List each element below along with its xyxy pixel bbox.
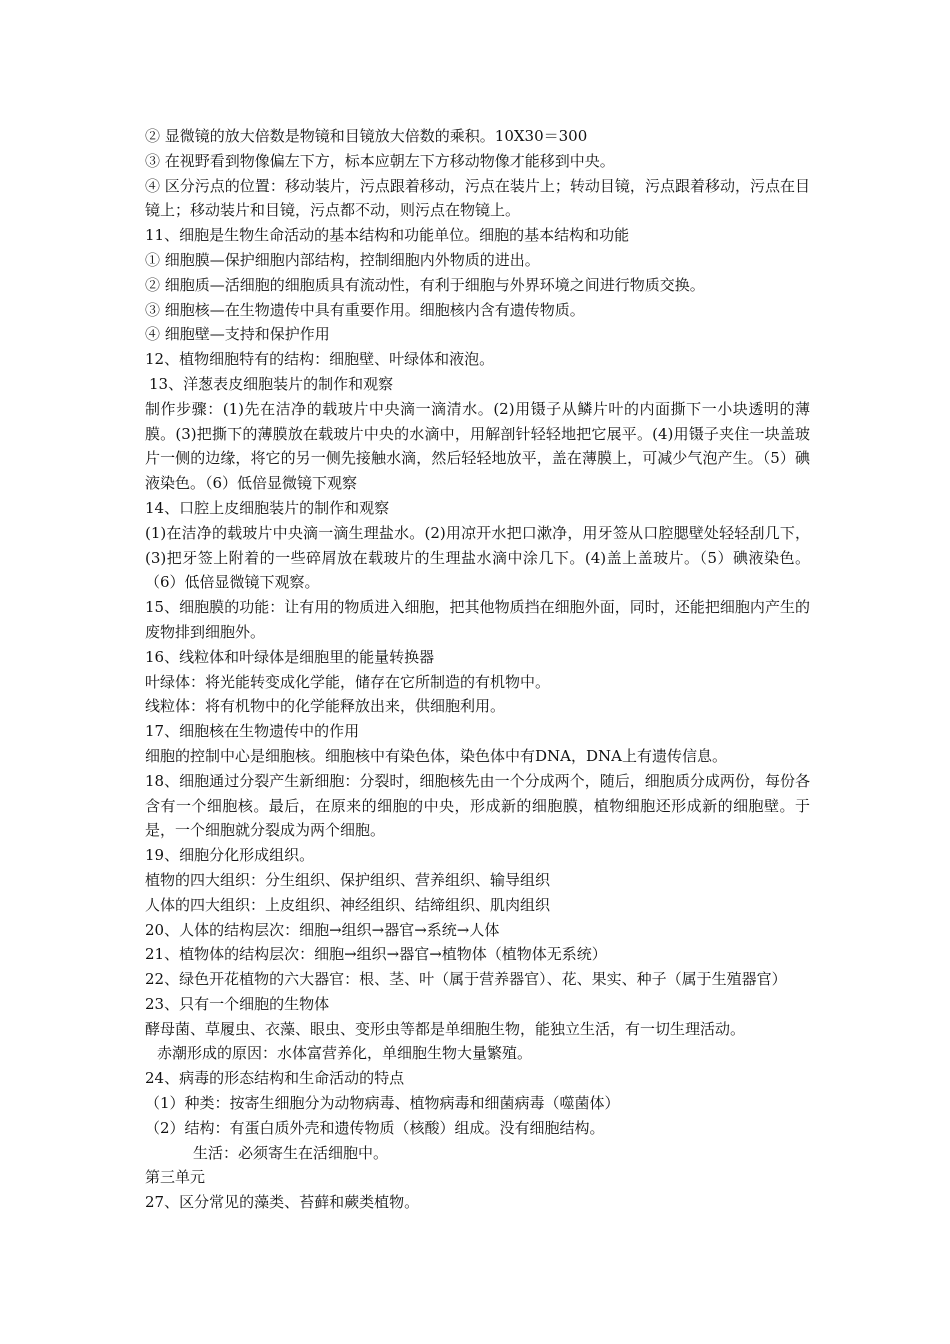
unit-heading: 第三单元 (145, 1168, 206, 1187)
section-heading: 12、植物细胞特有的结构：细胞壁、叶绿体和液泡。 (145, 350, 495, 369)
paragraph: 18、细胞通过分裂产生新细胞：分裂时，细胞核先由一个分成两个，随后，细胞质分成两份，每份各含有一个细胞核。最后，在原来的细胞的中央，形成新的细胞膜，植物细胞还形成新的细胞壁。于是，一个细胞就分裂成为两个细胞。 (145, 771, 810, 840)
text-line: ④ 细胞壁—支持和保护作用 (145, 325, 330, 344)
text-line: 21、植物体的结构层次：细胞→组织→器官→植物体（植物体无系统） (145, 945, 607, 964)
paragraph: 15、细胞膜的功能：让有用的物质进入细胞，把其他物质挡在细胞外面，同时，还能把细胞内产生的废物排到细胞外。 (145, 598, 810, 641)
section-heading: 24、病毒的形态结构和生命活动的特点 (145, 1069, 405, 1088)
section-heading: 13、洋葱表皮细胞装片的制作和观察 (149, 374, 394, 393)
text-line: 叶绿体：将光能转变成化学能，储存在它所制造的有机物中。 (145, 672, 551, 691)
text-line: 植物的四大组织：分生组织、保护组织、营养组织、输导组织 (145, 870, 551, 889)
text-line: 人体的四大组织：上皮组织、神经组织、结缔组织、肌肉组织 (145, 895, 551, 914)
text-line: 线粒体：将有机物中的化学能释放出来，供细胞利用。 (145, 697, 506, 716)
section-heading: 27、区分常见的藻类、苔藓和蕨类植物。 (145, 1193, 420, 1212)
text-line: ③ 细胞核—在生物遗传中具有重要作用。细胞核内含有遗传物质。 (145, 300, 585, 319)
text-line: 生活：必须寄生在活细胞中。 (193, 1143, 389, 1162)
text-line: （2）结构：有蛋白质外壳和遗传物质（核酸）组成。没有细胞结构。 (145, 1118, 605, 1137)
section-heading: 17、细胞核在生物遗传中的作用 (145, 722, 360, 741)
paragraph: 制作步骤：(1)先在洁净的载玻片中央滴一滴清水。(2)用镊子从鳞片叶的内面撕下一小块透明的薄膜。(3)把撕下的薄膜放在载玻片中央的水滴中，用解剖针轻轻地把它展平。(4)用镊子夹住一块盖玻片一侧的边缘，将它的另一侧先接触水滴，然后轻轻地放平，盖在薄膜上，可减少气泡产生。（5）碘液染色。（6）低倍显微镜下观察 (145, 399, 810, 493)
text-line: 赤潮形成的原因：水体富营养化，单细胞生物大量繁殖。 (157, 1044, 533, 1063)
text-line: ② 细胞质—活细胞的细胞质具有流动性，有利于细胞与外界环境之间进行物质交换。 (145, 275, 705, 294)
text-line: ④ 区分污点的位置：移动装片，污点跟着移动，污点在装片上；转动目镜，污点跟着移动，污点在目镜上；移动装片和目镜，污点都不动，则污点在物镜上。 (145, 176, 810, 220)
section-heading: 14、口腔上皮细胞装片的制作和观察 (145, 498, 390, 517)
text-line: 22、绿色开花植物的六大器官：根、茎、叶（属于营养器官）、花、果实、种子（属于生殖器官） (145, 970, 787, 989)
section-heading: 11、细胞是生物生命活动的基本结构和功能单位。细胞的基本结构和功能 (145, 226, 630, 245)
text-line: ② 显微镜的放大倍数是物镜和目镜放大倍数的乘积。10X30＝300 (145, 127, 588, 145)
text-line: （1）种类：按寄生细胞分为动物病毒、植物病毒和细菌病毒（噬菌体） (145, 1094, 620, 1113)
text-line: 20、人体的结构层次：细胞→组织→器官→系统→人体 (145, 920, 500, 939)
text-line: 细胞的控制中心是细胞核。细胞核中有染色体，染色体中有DNA，DNA上有遗传信息。 (145, 746, 727, 765)
section-heading: 23、只有一个细胞的生物体 (145, 994, 330, 1013)
text-line: ① 细胞膜—保护细胞内部结构，控制细胞内外物质的进出。 (145, 250, 540, 269)
text-line: ③ 在视野看到物像偏左下方，标本应朝左下方移动物像才能移到中央。 (145, 151, 615, 170)
text-line: 酵母菌、草履虫、衣藻、眼虫、变形虫等都是单细胞生物，能独立生活，有一切生理活动。 (145, 1019, 746, 1038)
document-page (145, 124, 810, 1215)
section-heading: 19、细胞分化形成组织。 (145, 846, 315, 865)
paragraph: (1)在洁净的载玻片中央滴一滴生理盐水。(2)用凉开水把口漱净，用牙签从口腔腮壁处轻轻刮几下，(3)把牙签上附着的一些碎屑放在载玻片的生理盐水滴中涂几下。(4)盖上盖玻片。（5）碘液染色。（6）低倍显微镜下观察。 (145, 523, 810, 592)
section-heading: 16、线粒体和叶绿体是细胞里的能量转换器 (145, 647, 435, 666)
